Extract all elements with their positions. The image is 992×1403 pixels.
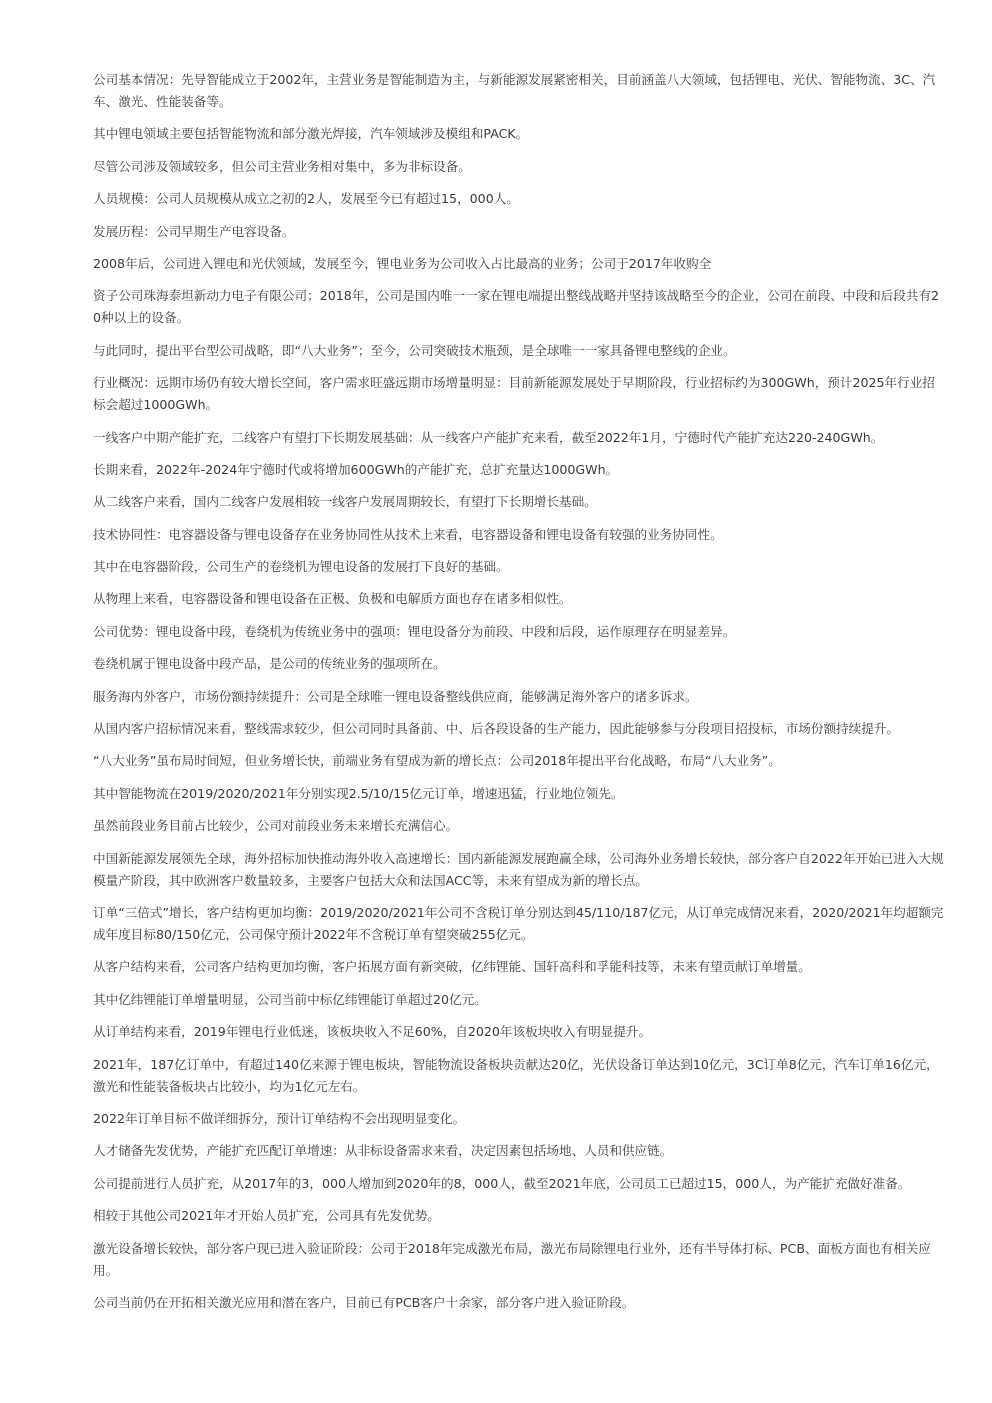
paragraph: “八大业务”虽布局时间短，但业务增长快，前端业务有望成为新的增长点：公司2018年提出平台化战略，布局“八大业务”。 <box>93 753 781 769</box>
paragraph: 与此同时，提出平台型公司战略，即“八大业务”；至今，公司突破技术瓶颈，是全球唯一一家具备锂电整线的企业。 <box>93 342 736 358</box>
paragraph: 公司基本情况：先导智能成立于2002年，主营业务是智能制造为主，与新能源发展紧密相关，目前涵盖八大领域，包括锂电、光伏、智能物流、3C、汽车、激光、性能装备等。 <box>93 72 936 109</box>
paragraph: 2021年，187亿订单中，有超过140亿来源于锂电板块，智能物流设备板块贡献达20亿，光伏设备订单达到10亿元，3C订单8亿元，汽车订单16亿元，激光和性能装备板块占比较小，均为1亿元左右。 <box>93 1056 939 1094</box>
paragraph: 公司当前仍在开拓相关激光应用和潜在客户，目前已有PCB客户十余家，部分客户进入验证阶段。 <box>93 1294 635 1310</box>
paragraph: 长期来看，2022年-2024年宁德时代或将增加600GWh的产能扩充，总扩充量达1000GWh。 <box>93 461 619 477</box>
paragraph: 从客户结构来看，公司客户结构更加均衡，客户拓展方面有新突破，亿纬锂能、国轩高科和孚能科技等，未来有望贡献订单增量。 <box>93 959 811 975</box>
paragraph: 人员规模：公司人员规模从成立之初的2人，发展至今已有超过15，000人。 <box>93 191 519 207</box>
paragraph: 一线客户中期产能扩充，二线客户有望打下长期发展基础：从一线客户产能扩充来看，截至2022年1月，宁德时代产能扩充达220-240GWh。 <box>93 429 884 445</box>
paragraph: 2008年后，公司进入锂电和光伏领域，发展至今，锂电业务为公司收入占比最高的业务；公司于2017年收购全 <box>93 255 712 271</box>
paragraph: 其中亿纬锂能订单增量明显，公司当前中标亿纬锂能订单超过20亿元。 <box>93 991 487 1007</box>
paragraph: 发展历程：公司早期生产电容设备。 <box>93 223 295 239</box>
paragraph: 公司优势：锂电设备中段，卷绕机为传统业务中的强项：锂电设备分为前段、中段和后段，运作原理存在明显差异。 <box>93 623 736 639</box>
paragraph: 公司提前进行人员扩充，从2017年的3，000人增加到2020年的8，000人，截至2021年底，公司员工已超过15，000人，为产能扩充做好准备。 <box>93 1175 911 1191</box>
paragraph: 其中智能物流在2019/2020/2021年分别实现2.5/10/15亿元订单，增速迅猛，行业地位领先。 <box>93 785 624 801</box>
paragraph: 其中在电容器阶段，公司生产的卷绕机为锂电设备的发展打下良好的基础。 <box>93 559 509 575</box>
paragraph: 服务海内外客户，市场份额持续提升：公司是全球唯一锂电设备整线供应商，能够满足海外客户的诸多诉求。 <box>93 688 698 704</box>
paragraph: 尽管公司涉及领域较多，但公司主营业务相对集中，多为非标设备。 <box>93 158 471 174</box>
paragraph: 虽然前段业务目前占比较少，公司对前段业务未来增长充满信心。 <box>93 818 459 834</box>
paragraph: 激光设备增长较快，部分客户现已进入验证阶段：公司于2018年完成激光布局，激光布局除锂电行业外，还有半导体打标、PCB、面板方面也有相关应用。 <box>93 1240 931 1278</box>
paragraph: 中国新能源发展领先全球，海外招标加快推动海外收入高速增长：国内新能源发展跑赢全球，公司海外业务增长较快，部分客户自2022年开始已进入大规模量产阶段，其中欧洲客户数量较多，主要客户包括大众和法国ACC等，未来有望成为新的增长点。 <box>93 850 944 888</box>
paragraph: 技术协同性：电容器设备与锂电设备存在业务协同性从技术上来看，电容器设备和锂电设备有较强的业务协同性。 <box>93 526 723 542</box>
paragraph: 从二线客户来看，国内二线客户发展相较一线客户发展周期较长，有望打下长期增长基础。 <box>93 494 597 510</box>
paragraph: 人才储备先发优势，产能扩充匹配订单增速：从非标设备需求来看，决定因素包括场地、人员和供应链。 <box>93 1143 673 1159</box>
paragraph: 行业概况：远期市场仍有较大增长空间，客户需求旺盛远期市场增量明显：目前新能源发展处于早期阶段，行业招标约为300GWh，预计2025年行业招标会超过1000GWh。 <box>93 375 935 413</box>
paragraph: 其中锂电领域主要包括智能物流和部分激光焊接，汽车领域涉及模组和PACK。 <box>93 126 529 142</box>
paragraph: 从物理上来看，电容器设备和锂电设备在正极、负极和电解质方面也存在诸多相似性。 <box>93 591 572 607</box>
paragraph: 2022年订单目标不做详细拆分，预计订单结构不会出现明显变化。 <box>93 1110 466 1126</box>
paragraph: 从国内客户招标情况来看，整线需求较少，但公司同时具备前、中、后各段设备的生产能力，因此能够参与分段项目招投标，市场份额持续提升。 <box>93 721 899 737</box>
paragraph: 订单“三倍式”增长，客户结构更加均衡：2019/2020/2021年公司不含税订单分别达到45/110/187亿元，从订单完成情况来看，2020/2021年均超额完成年度目标80/150亿元，公司保守预计2022年不含税订单有望突破255亿元。 <box>93 904 944 942</box>
paragraph: 从订单结构来看，2019年锂电行业低迷，该板块收入不足60%，自2020年该板块收入有明显提升。 <box>93 1024 652 1040</box>
paragraph: 相较于其他公司2021年才开始人员扩充，公司具有先发优势。 <box>93 1208 440 1224</box>
paragraph: 卷绕机属于锂电设备中段产品，是公司的传统业务的强项所在。 <box>93 656 446 672</box>
paragraph: 资子公司珠海泰坦新动力电子有限公司；2018年，公司是国内唯一一家在锂电端提出整线战略并坚持该战略至今的企业，公司在前段、中段和后段共有20种以上的设备。 <box>93 288 940 326</box>
